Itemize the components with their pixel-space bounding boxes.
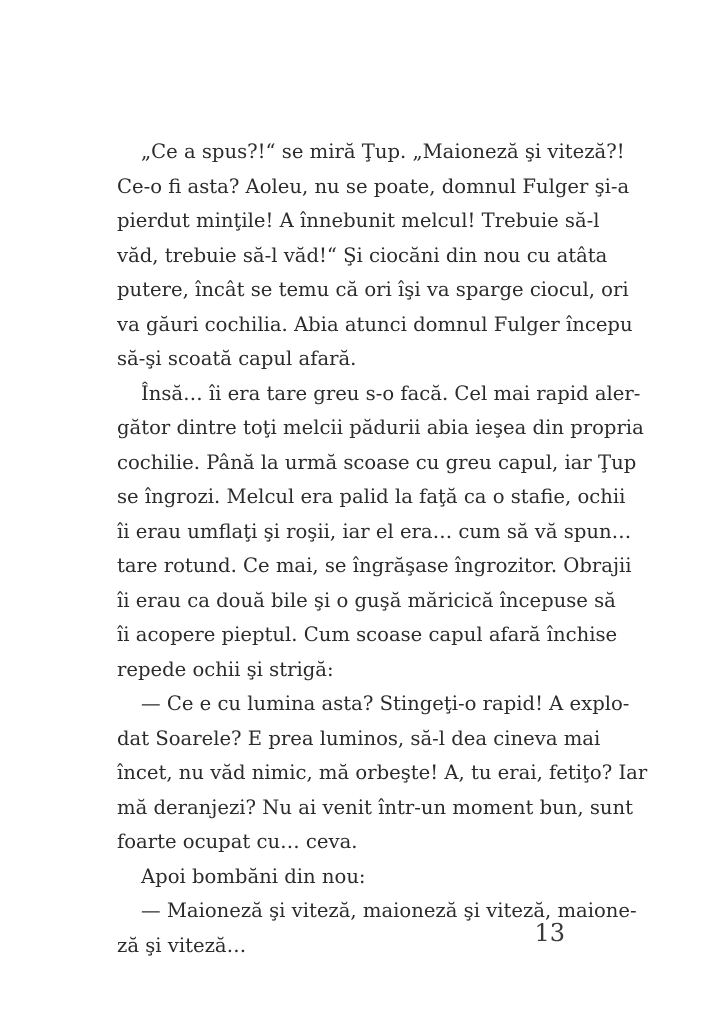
text-line: repede ochii şi strigă: [117, 657, 334, 681]
text-line: tare rotund. Ce mai, se îngrăşase îngrozitor. Obrajii [117, 554, 632, 577]
text-line: încet, nu văd nimic, mă orbeşte! A, tu erai, fetiţo? Iar [117, 761, 648, 784]
page-number: 13 [534, 919, 565, 947]
text-line: văd, trebuie să-l văd!“ Şi ciocăni din nou cu atâta [117, 243, 608, 267]
text-line: va găuri cochilia. Abia atunci domnul Fulger începu [117, 312, 633, 336]
text-line: cochilie. Până la urmă scoase cu greu capul, iar Ţup [117, 450, 637, 474]
text-line: — Maioneză şi viteză, maioneză şi viteză, maione- [141, 899, 637, 922]
body-text [117, 135, 648, 963]
text-line: foarte ocupat cu… ceva. [117, 830, 358, 853]
text-line: gător dintre toţi melcii pădurii abia ieşea din propria [117, 416, 644, 439]
text-line: să-şi scoată capul afară. [117, 347, 357, 370]
text-line: se îngrozi. Melcul era palid la faţă ca o stafie, ochii [117, 485, 626, 508]
text-line: mă deranjezi? Nu ai venit într-un moment bun, sunt [117, 795, 634, 819]
text-line: Însă… îi era tare greu s-o facă. Cel mai rapid aler- [141, 381, 641, 405]
text-line: ză şi viteză… [117, 933, 247, 957]
text-line: pierdut minţile! A înnebunit melcul! Trebuie să-l [117, 209, 600, 232]
text-line: Ce-o fi asta? Aoleu, nu se poate, domnul Fulger şi-a [117, 174, 630, 198]
text-line: putere, încât se temu că ori îşi va sparge ciocul, ori [117, 278, 629, 301]
text-line: îi erau ca două bile şi o guşă măricică începuse să [117, 588, 616, 612]
text-line: Apoi bombăni din nou: [141, 864, 366, 888]
text-line: „Ce a spus?!“ se miră Ţup. „Maioneză şi viteză?! [141, 140, 625, 163]
text-line: îi acopere pieptul. Cum scoase capul afară închise [117, 623, 618, 646]
text-line: — Ce e cu lumina asta? Stingeţi-o rapid! A explo- [141, 692, 630, 715]
text-line: îi erau umflaţi şi roşii, iar el era… cum să vă spun… [117, 519, 632, 543]
text-line: dat Soarele? E prea luminos, să-l dea cineva mai [117, 726, 601, 750]
